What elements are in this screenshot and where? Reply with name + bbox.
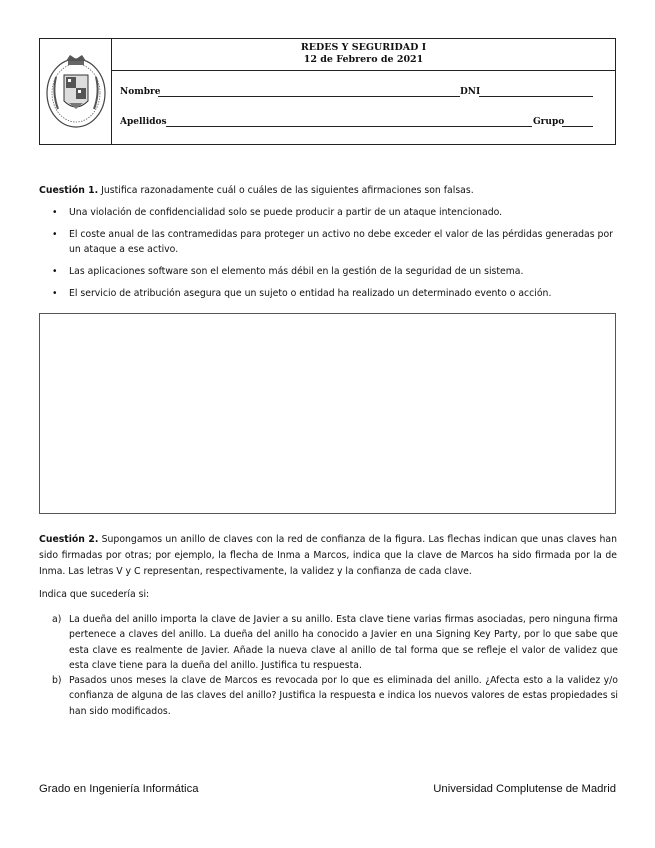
title-cell: [112, 39, 615, 71]
surname-label: Apellidos: [120, 117, 167, 127]
dni-label: DNI: [460, 87, 481, 97]
q1-heading: [39, 183, 619, 198]
list-item: • Las aplicaciones software son el elemento más débil en la gestión de la seguridad de un sistema.: [52, 266, 524, 277]
list-item: • El servicio de atribución asegura que un sujeto o entidad ha realizado un determinado evento o acción.: [52, 288, 552, 299]
course-title: REDES Y SEGURIDAD I: [300, 42, 427, 53]
q1-statement-list: [52, 205, 618, 308]
exam-date: 12 de Febrero de 2021: [303, 54, 424, 65]
university-seal-icon: [44, 51, 108, 131]
list-item: • El coste anual de las contramedidas para proteger un activo no debe exceder el valor de las pérdidas generadas por un ataque a ese activo.: [52, 229, 613, 255]
exam-header: [39, 38, 616, 145]
q2-heading: [39, 532, 617, 580]
dni-field[interactable]: [479, 96, 593, 97]
footer-degree: Grado en Ingeniería Informática: [39, 783, 199, 795]
q2-subquestion-list: [52, 612, 618, 719]
list-item: • Una violación de confidencialidad solo se puede producir a partir de un ataque intencionado.: [52, 207, 503, 218]
q1-label: Cuestión 1.: [39, 185, 99, 196]
q1-prompt: Justifica razonadamente cuál o cuáles de las siguientes afirmaciones son falsas.: [101, 185, 474, 196]
q2-label: Cuestión 2.: [39, 534, 99, 545]
name-label: Nombre: [120, 87, 161, 97]
list-item: b) Pasados unos meses la clave de Marcos es revocada por lo que es eliminada del anillo. ¿Afecta esto a la validez y/o confianza de alguna de las claves del anillo? Justifica la respuesta e indica los nuevos valores de estas propiedades si han sido modificados.: [52, 675, 618, 717]
group-field[interactable]: [562, 126, 593, 127]
footer-university: Universidad Complutense de Madrid: [433, 783, 616, 795]
q1-answer-box[interactable]: [39, 313, 616, 514]
surname-field[interactable]: [166, 126, 532, 127]
logo-cell: [40, 39, 112, 144]
list-item: a) La dueña del anillo importa la clave de Javier a su anillo. Esta clave tiene varias firmas asociadas, pero ninguna firma pertenece a claves del anillo. La dueña del anillo ha conocido a Javier en una Signing Key Party, por lo que sabe que esta clave es realmente de Javier. Añade la nueva clave al anillo de tal forma que se refleje el valor de validez que esta clave tiene para la dueña del anillo. Justifica tu respuesta.: [52, 614, 618, 671]
name-field[interactable]: [158, 96, 460, 97]
group-label: Grupo: [533, 117, 565, 127]
q2-prompt: Supongamos un anillo de claves con la red de confianza de la figura. Las flechas indican que unas claves han sido firmadas por otras; por ejemplo, la flecha de Inma a Marcos, indica que la clave de Marcos ha sido firmada por la de Inma. Las letras V y C representan, respectivamente, la validez y la confianza de cada clave.: [39, 534, 617, 577]
q2-intro: Indica que sucedería si:: [39, 589, 150, 600]
